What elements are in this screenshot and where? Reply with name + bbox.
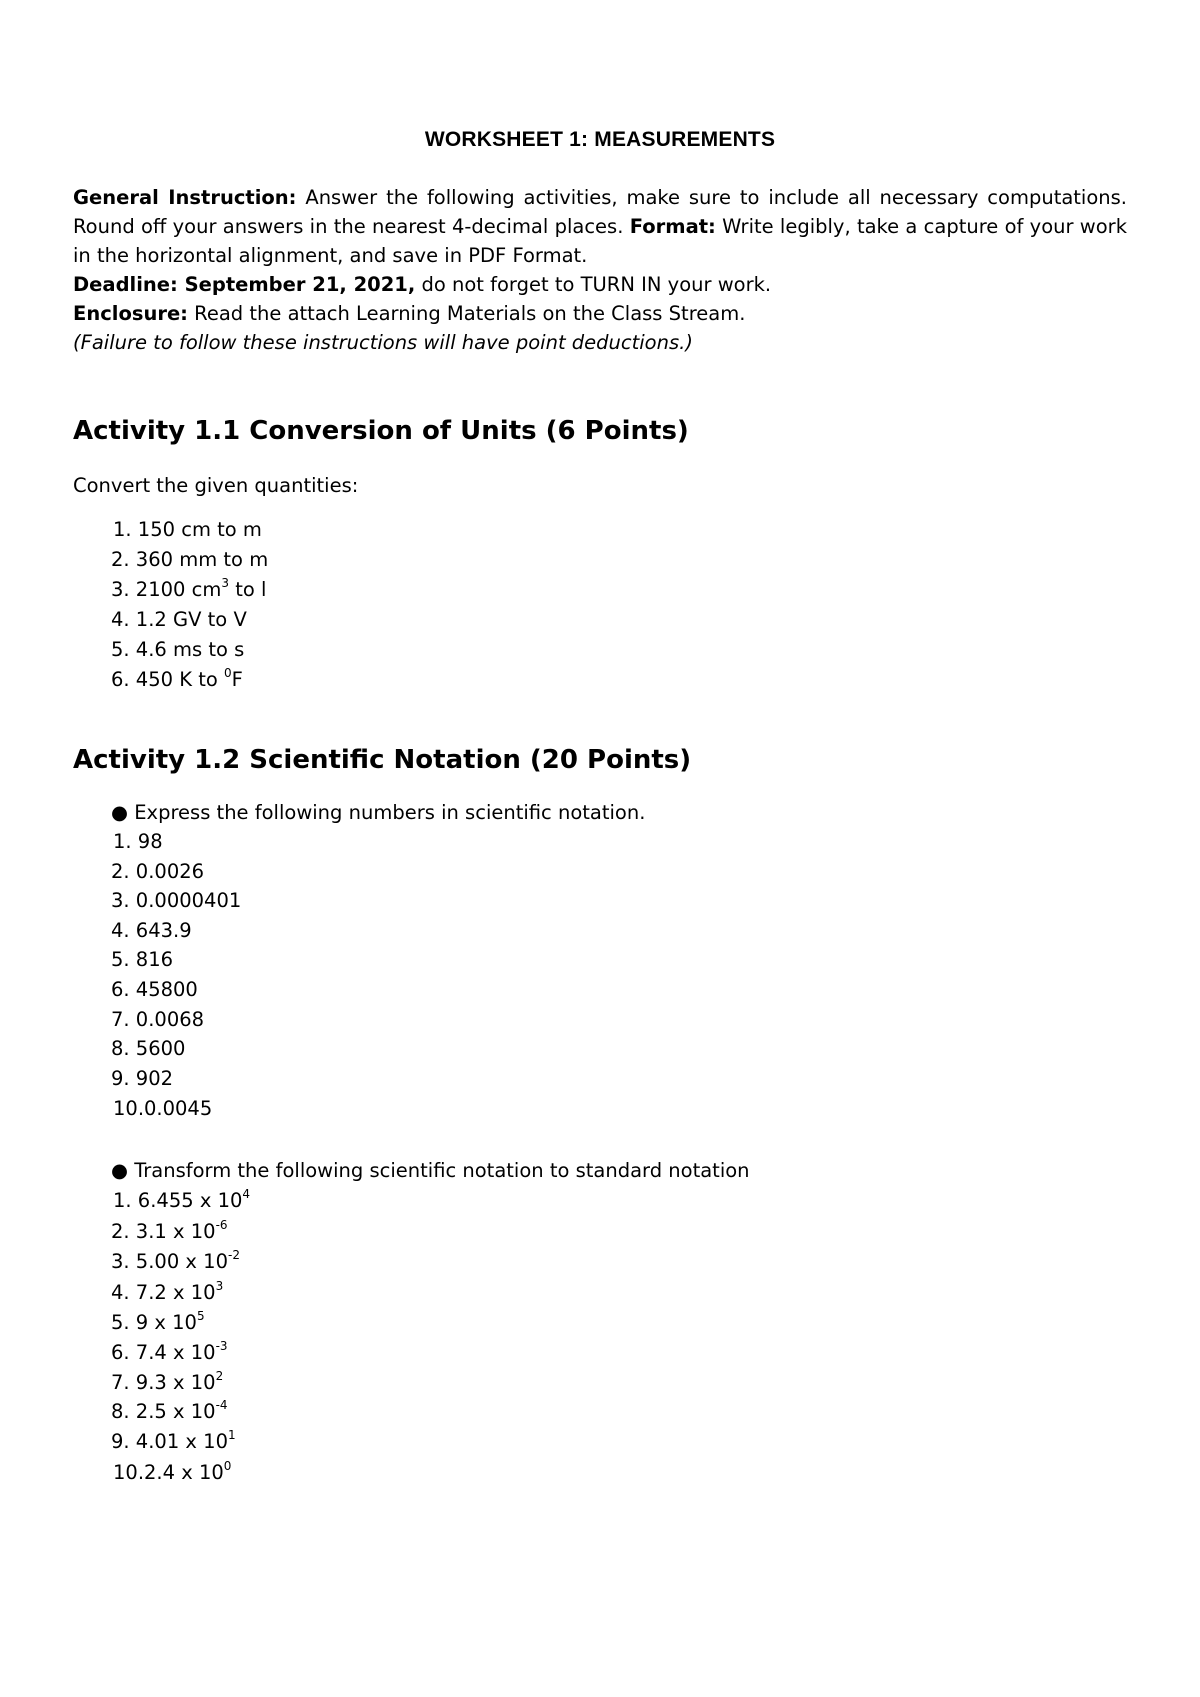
list-item: 4. 643.9 (111, 919, 192, 942)
list-item: 5. 816 (111, 948, 174, 971)
part-1-instruction: ● Express the following numbers in scientific notation. (111, 801, 646, 824)
list-item: 1. 6.455 x $10^4$ (113, 1187, 251, 1212)
list-item: 1. 98 (113, 830, 163, 853)
activity-1-heading: Activity 1.1 Conversion of Units (6 Points) (73, 416, 689, 446)
list-item: 9. 4.01 x $10^1$ (111, 1428, 236, 1453)
list-item: 4. 1.2 GV to V (111, 608, 247, 631)
list-item: 3. 2100 $cm^3$ to l (111, 576, 267, 601)
list-item: 5. 9 x $10^5$ (111, 1309, 205, 1334)
deadline-text: do not forget to TURN IN your work. (415, 273, 772, 296)
list-item: 3. 0.0000401 (111, 889, 242, 912)
list-item: 1. 150 cm to m (113, 518, 262, 541)
general-label: General Instruction: (73, 186, 297, 209)
list-item: 2. 360 mm to m (111, 548, 269, 571)
bullet-icon: ● (111, 1159, 129, 1182)
format-text: Write legibly, take a capture of your work in the horizontal alignment, and save in PDF Format. (73, 215, 1127, 267)
list-item: 4. 7.2 x $10^3$ (111, 1279, 224, 1304)
list-item: 10.2.4 x $10^0$ (113, 1459, 232, 1484)
activity-1-lead: Convert the given quantities: (73, 474, 359, 497)
bullet-icon: ● (111, 801, 129, 824)
list-item: 7. 0.0068 (111, 1008, 205, 1031)
list-item: 2. 0.0026 (111, 860, 205, 883)
list-item: 5. 4.6 ms to s (111, 638, 245, 661)
instructions-block (73, 183, 1127, 357)
part-2-instruction: ● Transform the following scientific notation to standard notation (111, 1159, 750, 1182)
list-item: 6. 450 K to $^0$F (111, 666, 243, 691)
enclosure-text: Read the attach Learning Materials on the Class Stream. (187, 302, 746, 325)
warning-line: (Failure to follow these instructions will have point deductions.) (73, 331, 693, 354)
list-item: 10.0.0045 (113, 1097, 213, 1120)
list-item: 6. 7.4 x $10^{-3}$ (111, 1339, 228, 1364)
deadline-label: Deadline: September 21, 2021, (73, 273, 416, 296)
deadline-line (73, 270, 1127, 299)
enclosure-label: Enclosure: (73, 302, 188, 325)
general-instruction (73, 183, 1127, 270)
list-item: 6. 45800 (111, 978, 198, 1001)
list-item: 9. 902 (111, 1067, 174, 1090)
list-item: 8. 2.5 x $10^{-4}$ (111, 1398, 228, 1423)
list-item: 8. 5600 (111, 1037, 186, 1060)
activity-2-heading: Activity 1.2 Scientific Notation (20 Points) (73, 745, 692, 775)
enclosure-line (73, 299, 1127, 328)
page-title: WORKSHEET 1: MEASUREMENTS (424, 128, 776, 151)
list-item: 3. 5.00 x $10^{-2}$ (111, 1248, 240, 1273)
general-text: Answer the following activities, make sure to include all necessary computations. Round off your answers in the nearest 4-decimal places. (73, 186, 1127, 238)
list-item: 7. 9.3 x $10^2$ (111, 1369, 224, 1394)
format-label: Format: (629, 215, 716, 238)
list-item: 2. 3.1 x $10^{-6}$ (111, 1218, 228, 1243)
